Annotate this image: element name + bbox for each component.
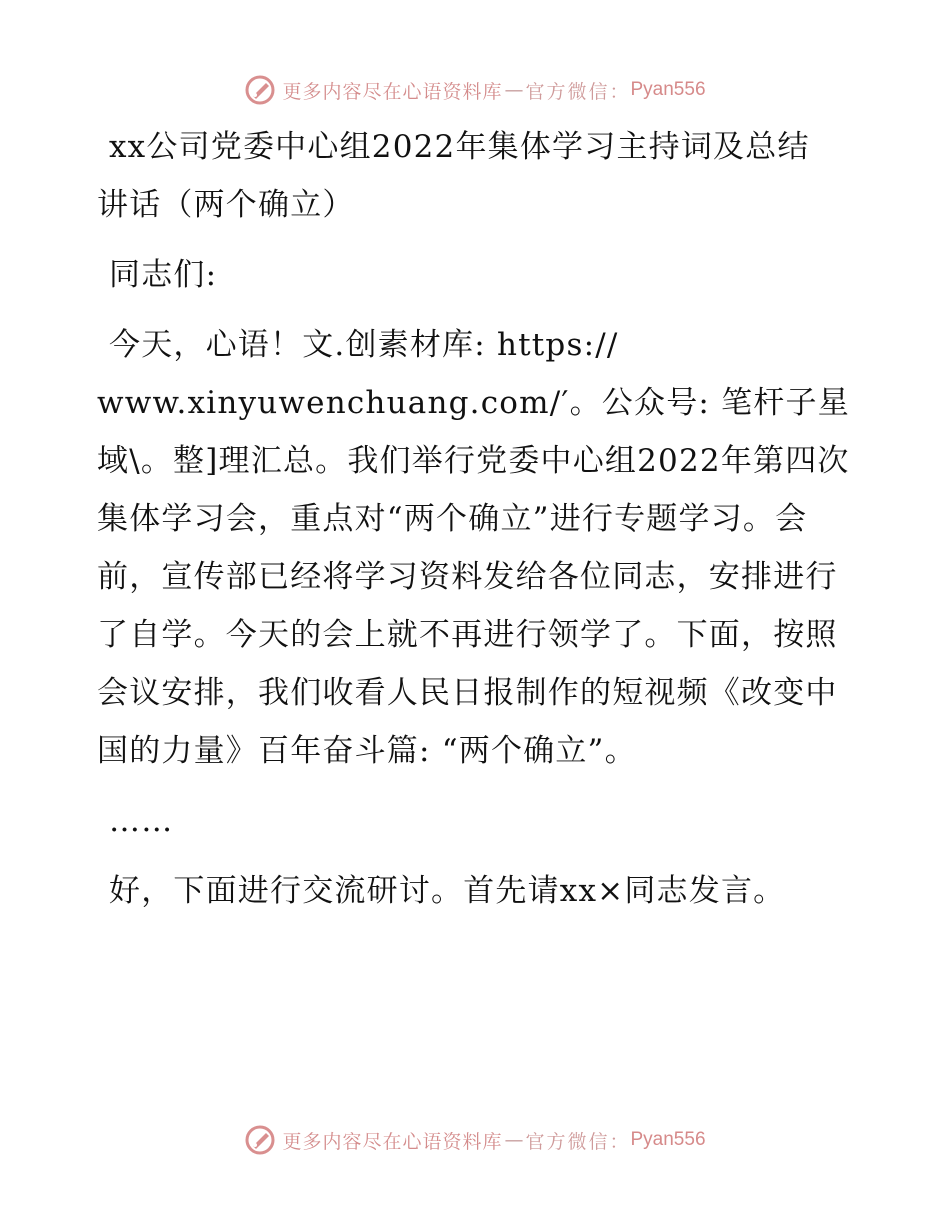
header-watermark [0,70,950,110]
brand-logo-icon [244,1124,276,1156]
watermark-id: Pyan556 [630,79,706,100]
paragraph-1-line-1: 今天，心语！文.创素材库: https:// [109,327,619,363]
watermark-text: 更多内容尽在心语资料库 [282,80,503,103]
watermark-text: 更多内容尽在心语资料库 [282,1130,503,1153]
title-line-1: xx公司党委中心组2022年集体学习主持词及总结 [109,129,810,165]
ellipsis: …… [109,803,174,839]
watermark-id: Pyan556 [630,1129,706,1150]
document-body [97,118,857,920]
brand-logo-icon [244,74,276,106]
footer-watermark [0,1120,950,1160]
greeting: 同志们: [109,257,218,293]
document-title [97,118,857,234]
watermark-separator: — [504,1129,524,1151]
watermark-label: 官方微信： [525,80,631,103]
watermark-separator: — [504,79,524,101]
paragraph-2: 好，下面进行交流研讨。首先请xx×同志发言。 [109,873,786,909]
title-line-2: 讲话（两个确立） [97,187,355,223]
paragraph-1-body: www.xinyuwenchuang.com/′。公众号: 笔杆子星域\。整]理汇总。我们举行党委中心组2022年第四次集体学习会，重点对“两个确立”进行专题学习。会前，宣传部已经将学习资料发给各位同志，安排进行了自学。今天的会上就不再进行领学了。下面，按照会议安排，我们收看人民日报制作的短视频《改变中国的力量》百年奋斗篇: “两个确立”。 [97,385,850,769]
paragraph-1 [97,316,857,780]
watermark-label: 官方微信： [525,1130,631,1153]
